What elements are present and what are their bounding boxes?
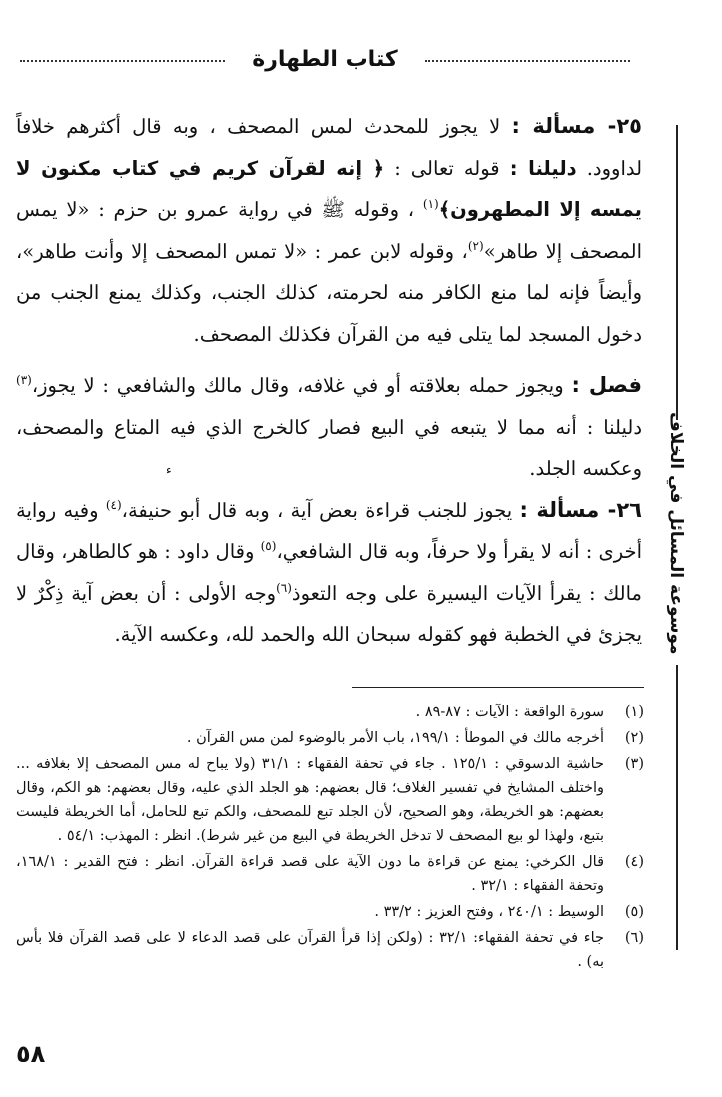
issue-26-text: وجه الأولى : أن بعض آية ذِكْرٌ لا يجزئ في الخطبة فهو كقوله سبحان الله والحمد لله، وعكسه الآية. bbox=[16, 581, 642, 646]
stray-mark: ء bbox=[166, 463, 172, 477]
footnote-text: جاء في تحفة الفقهاء: ٣٢/١ : (ولكن إذا قرأ القرآن على قصد الدعاء لا على قصد القرآن فلا بأس به) . bbox=[16, 930, 604, 970]
page-number: ٥٨ bbox=[16, 1040, 46, 1068]
issue-26-text: يجوز للجنب قراءة بعض آية ، وبه قال أبو حنيفة، bbox=[121, 498, 513, 522]
evidence-text: أنه مما لا يتبعه في البيع فصار كالخرج الذي فيه المتاع والمصحف، وعكسه الجلد. bbox=[16, 415, 642, 480]
footnote-text: الوسيط : ٢٤٠/١ ، وفتح العزيز : ٣٣/٢ . bbox=[374, 904, 604, 920]
issue-26 bbox=[16, 490, 642, 656]
issue-26-text: وقال داود : هو كالطاهر، وقال مالك : يقرأ الآيات اليسيرة على وجه التعوذ bbox=[16, 540, 642, 605]
main-text bbox=[16, 106, 642, 656]
chapter-title: كتاب الطهارة bbox=[252, 47, 398, 72]
side-rule-bottom bbox=[676, 665, 678, 950]
footnote-ref-3[interactable]: (٣) bbox=[16, 373, 32, 387]
footnote-number: (٦) bbox=[624, 930, 644, 946]
footnote bbox=[16, 700, 644, 724]
footnote-number: (١) bbox=[624, 704, 644, 720]
footnote-number: (٥) bbox=[624, 904, 644, 920]
footnote-number: (٣) bbox=[624, 756, 644, 772]
issue-25 bbox=[16, 106, 642, 355]
footnote-number: (٤) bbox=[624, 854, 644, 870]
section-text: ويجوز حمله بعلاقته أو في غلافه، وقال مالك والشافعي : لا يجوز، bbox=[31, 374, 564, 397]
footnote-ref-4[interactable]: (٤) bbox=[105, 497, 122, 512]
footnotes bbox=[16, 700, 644, 976]
footnote-number: (٢) bbox=[624, 730, 644, 746]
footnote-separator bbox=[352, 687, 644, 688]
section-label: فصل : bbox=[571, 373, 643, 397]
footnote-text: حاشية الدسوقي : ١٢٥/١ . جاء في تحفة الفقهاء : ٣١/١ (ولا يباح له مس المصحف إلا بغلافه ... واختلف المشايخ في تفسير الغلاف؛ قال بعضهم: هو الجلد الذي عليه، وقال بعضهم: هو الكم، وقال بعضهم: هو الخريطة، وهو الصحيح، لأن الجلد تبع للمصحف، والكم تبع للحامل، أما الخريطة فليست بتبع، ولهذا لو بيع المصحف لا تدخل الخريطة في البيع من غير شرط). انظر : المهذب: ٥٤/١ . bbox=[16, 756, 604, 844]
issue-25-text: لا يجوز للمحدث لمس المصحف ، وبه قال أكثرهم خلافاً لداوود. bbox=[16, 115, 643, 180]
quran-verse: ﴿ إنه لقرآن كريم في كتاب مكنون لا يمسه إلا المطهرون﴾ bbox=[16, 156, 642, 221]
series-title: موسوعة المسائل في الخلاف bbox=[666, 412, 686, 655]
evidence-text: ، وقوله لابن عمر : «لا تمس المصحف إلا وأنت طاهر»، وأيضاً فإنه لما منع الكافر منه لحرمته، كذلك الجنب، وكذلك يمنع الجنب من دخول المسجد لما يتلى فيه من القرآن فكذلك المصحف. bbox=[16, 239, 642, 346]
issue-25-label: ٢٥- مسألة : bbox=[511, 114, 642, 138]
footnote-ref-2[interactable]: (٢) bbox=[467, 238, 484, 253]
evidence-label: دليلنا : bbox=[586, 415, 643, 439]
evidence-label: دليلنا : bbox=[509, 156, 577, 180]
footnote bbox=[16, 752, 644, 848]
section-fasl bbox=[16, 365, 642, 490]
issue-26-label: ٢٦- مسألة : bbox=[519, 497, 642, 522]
footnote bbox=[16, 726, 644, 750]
footnote-ref-6[interactable]: (٦) bbox=[276, 580, 292, 595]
evidence-text: قوله تعالى : bbox=[394, 156, 500, 180]
footnote-text: قال الكرخي: يمنع عن قراءة ما دون الآية على قصد قراءة القرآن. انظر : فتح القدير : ١٦٨/١، وتحفة الفقهاء : ٣٢/١ . bbox=[16, 854, 604, 894]
footnote bbox=[16, 926, 644, 974]
side-rule-top bbox=[676, 125, 678, 420]
footnote-ref-1[interactable]: (١) bbox=[422, 197, 439, 211]
footnote-text: أخرجه مالك في الموطأ : ١٩٩/١، باب الأمر بالوضوء لمن مس القرآن . bbox=[186, 730, 604, 746]
footnote-text: سورة الواقعة : الآيات : ٨٧-٨٩ . bbox=[415, 704, 604, 720]
issue-26-text: وفيه رواية أخرى : أنه لا يقرأ ولا حرفاً، وبه قال الشافعي، bbox=[16, 498, 642, 563]
running-header bbox=[20, 46, 630, 76]
footnote bbox=[16, 850, 644, 898]
evidence-text: ، وقوله ﷺ في رواية عمرو بن حزم : «لا يمس المصحف إلا طاهر» bbox=[16, 198, 642, 263]
footnote-ref-5[interactable]: (٥) bbox=[260, 539, 277, 553]
footnote bbox=[16, 900, 644, 924]
